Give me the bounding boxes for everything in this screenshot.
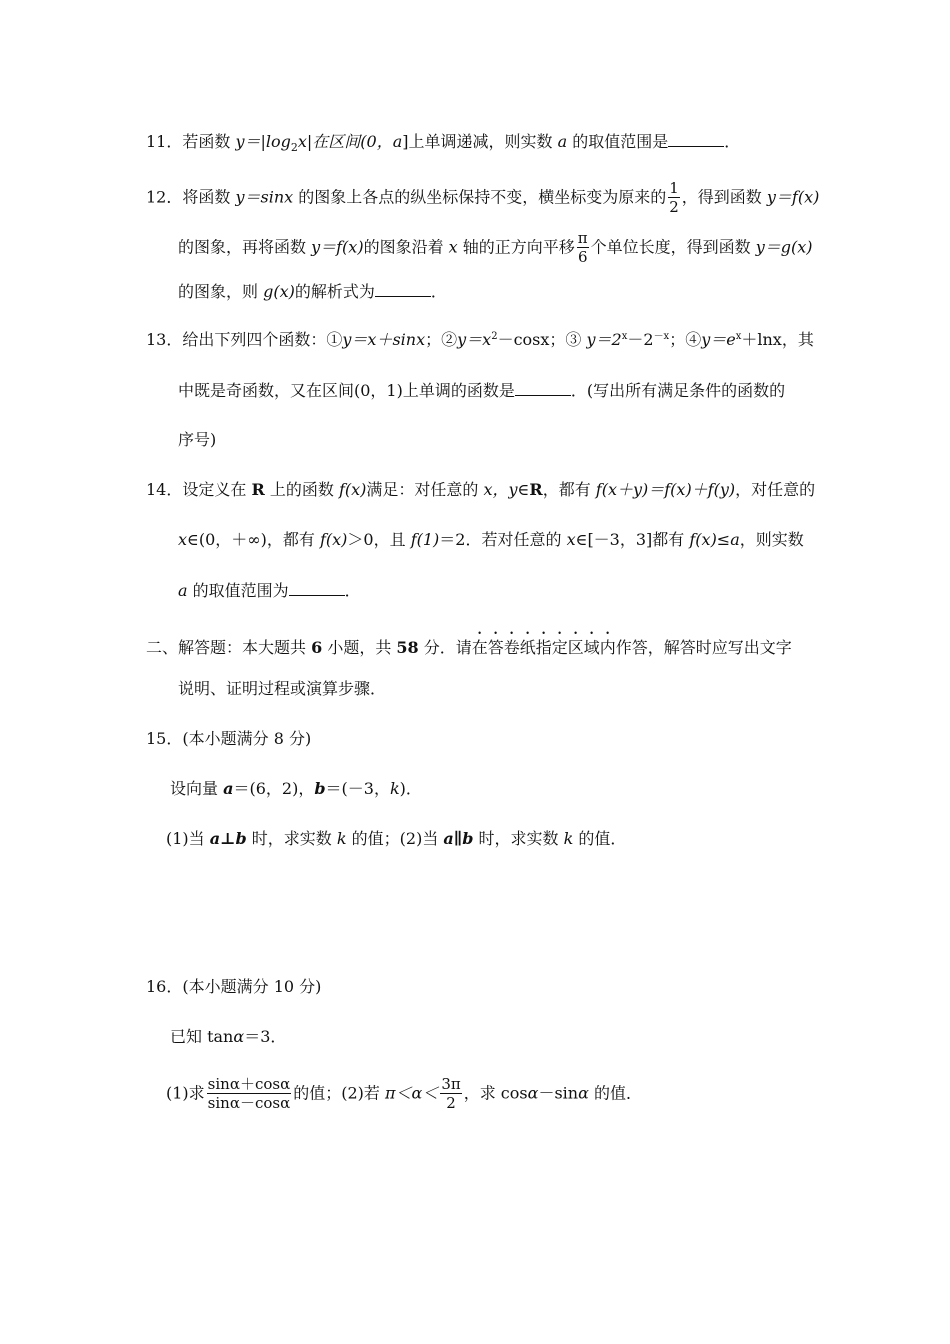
q14-text-11: 的取值范围为: [187, 581, 289, 600]
q14-text-4: ，都有: [542, 480, 596, 499]
fraction-3pi-over-2: [440, 1077, 461, 1111]
q13-text: 13．给出下列四个函数：①: [146, 330, 343, 349]
fraction-numerator: 1: [669, 179, 679, 197]
q13-text-4: 序号): [178, 430, 217, 449]
q13-func-4: y＝e: [701, 330, 736, 349]
question-12-line-2: [178, 231, 813, 265]
q14-text-7: ＞0，且: [347, 530, 411, 549]
q16-text-7: 的值．: [588, 1083, 642, 1103]
answer-blank-14[interactable]: [289, 580, 345, 596]
q11-text-3: 的取值范围是: [567, 132, 669, 151]
q15-perp: a⊥b: [209, 829, 247, 848]
question-13-line-3: [178, 430, 216, 450]
question-14-line-3: [178, 580, 361, 601]
section2-text-4: 作答，解答时应写出文字: [615, 638, 792, 657]
q14-in: ∈: [517, 480, 530, 499]
fraction-denominator: 2: [446, 1094, 456, 1112]
q11-text: 11．若函数: [146, 132, 236, 151]
answer-blank-13[interactable]: [515, 380, 571, 396]
q14-text-8: ＝2．若对任意的: [439, 530, 567, 549]
q12-func-f-2: y＝f(x): [311, 237, 364, 257]
q12-func-sin: y＝sinx: [235, 187, 294, 207]
q14-equation: f(x＋y)＝f(x)＋f(y): [595, 480, 736, 499]
q13-func-2-rest: －cosx；③: [497, 330, 587, 349]
section2-text-3: 分．请: [418, 638, 472, 657]
q14-text-10: ，则实数: [739, 530, 804, 549]
fraction-numerator: 3π: [441, 1075, 461, 1093]
q12-var-x: x: [448, 237, 458, 257]
q14-var-a: a: [178, 581, 188, 600]
q12-text-3: ，得到函数: [681, 187, 767, 207]
q14-func-f1: f(1): [410, 530, 440, 549]
question-12-line-1: [146, 181, 819, 215]
q12-text-2: 的图象上各点的纵坐标保持不变，横坐标变为原来的: [293, 187, 667, 207]
q12-text: 12．将函数: [146, 187, 236, 207]
q11-interval: x|在区间(0，: [297, 132, 393, 151]
q16-alpha: α: [233, 1027, 245, 1046]
section2-emphasis: 在答卷纸指定区域内: [471, 638, 616, 657]
q14-text-2: 上的函数: [264, 480, 339, 499]
fraction-denominator: sinα－cosα: [207, 1094, 291, 1112]
question-15-line-2: [166, 829, 626, 849]
q13-exp-x-2: x: [735, 331, 742, 342]
answer-blank-11[interactable]: [668, 131, 724, 147]
q16-text-4: 的值；(2)若: [293, 1083, 385, 1103]
q12-text-8: 的图象，则: [178, 282, 264, 301]
fraction-one-half: [668, 181, 680, 215]
fraction-trig-ratio: [207, 1077, 292, 1111]
q15-text-3: ＝(－3，: [325, 779, 390, 798]
q14-set-r: R: [251, 480, 265, 499]
q11-text-2: ]上单调递减，则实数: [402, 132, 558, 151]
question-15-line-1: [170, 779, 422, 799]
question-15-header: [146, 729, 311, 749]
q12-text-9: 的解析式为: [294, 282, 375, 301]
q14-end: ．: [344, 581, 361, 600]
q16-alpha-3: α: [578, 1083, 589, 1103]
q15-text-2: ＝(6，2)，: [233, 779, 315, 798]
q11-log-base: 2: [290, 141, 298, 154]
q12-func-g-2: g(x): [263, 282, 295, 301]
q15-vector-b: b: [314, 779, 326, 798]
section2-count: 6: [311, 638, 323, 657]
q16-alpha-2: α: [527, 1083, 539, 1103]
q15-vector-a: a: [223, 779, 234, 798]
section-2-heading-line-2: [178, 679, 386, 699]
q15-text-8: 时，求实数: [473, 829, 564, 848]
q13-sep-2: ；④: [669, 330, 702, 349]
answer-blank-12[interactable]: [375, 281, 431, 297]
q16-range: π＜α＜: [384, 1083, 439, 1103]
q14-text-3: 满足：对任意的: [366, 480, 484, 499]
q14-text-5: ，对任意的: [735, 480, 816, 499]
question-14-line-1: [146, 480, 815, 500]
q12-text-4: 的图象，再将函数: [178, 237, 312, 257]
question-16-line-2: [166, 1077, 642, 1111]
fraction-denominator: 2: [669, 198, 679, 216]
q14-var-x: x: [178, 530, 188, 549]
q14-text-9: ∈[－3，3]都有: [575, 530, 690, 549]
q13-func-2: y＝x: [457, 330, 492, 349]
question-16-line-1: [170, 1027, 286, 1047]
q14-inequality: f(x)≤a: [689, 530, 740, 549]
q14-func-f-2: f(x): [319, 530, 348, 549]
q16-text-2: ＝3．: [244, 1027, 287, 1046]
q11-var-a-2: a: [557, 132, 568, 151]
q15-parallel: a∥b: [443, 829, 474, 848]
section2-text: 二、解答题：本大题共: [146, 638, 312, 657]
q13-func-3: y＝2: [586, 330, 622, 349]
q16-text-5: ，求 cos: [463, 1083, 528, 1103]
q11-end: ．: [724, 132, 741, 151]
q14-set-r-2: R: [529, 480, 543, 499]
q16-text: 已知 tan: [170, 1027, 234, 1046]
fraction-numerator: π: [577, 229, 588, 247]
q13-exp-neg-x: －x: [653, 331, 670, 342]
q15-text-7: 的值；(2)当: [346, 829, 444, 848]
fraction-pi-over-6: [577, 231, 589, 265]
q13-text-3: ．(写出所有满足条件的函数的: [570, 381, 786, 400]
q16-text-3: (1)求: [166, 1083, 205, 1103]
q12-end: ．: [430, 282, 447, 301]
q13-func-3-rest: －2: [627, 330, 654, 349]
q12-func-f: y＝f(x): [766, 187, 820, 207]
q13-sep: ；②: [425, 330, 458, 349]
q12-func-g: y＝g(x): [755, 237, 813, 257]
q15-text: 设向量: [170, 779, 224, 798]
section2-text-5: 说明、证明过程或演算步骤．: [178, 679, 387, 698]
q14-text-6: ∈(0，＋∞)，都有: [187, 530, 320, 549]
question-14-line-2: [178, 530, 804, 550]
q15-text-6: 时，求实数: [246, 829, 337, 848]
q13-text-2: 中既是奇函数，又在区间(0，1)上单调的函数是: [178, 381, 515, 400]
q14-text: 14．设定义在: [146, 480, 252, 499]
section2-text-2: 小题，共: [322, 638, 397, 657]
q13-func-4-rest: ＋lnx，其: [741, 330, 814, 349]
q16-head: 16．(本小题满分 10 分): [146, 977, 322, 996]
q14-func-f: f(x): [338, 480, 367, 499]
q12-text-6: 轴的正方向平移: [457, 237, 575, 257]
section-2-heading: [146, 629, 792, 658]
q11-func: y＝|log: [235, 132, 291, 151]
q15-var-k: k: [389, 779, 400, 798]
q15-text-5: (1)当: [166, 829, 210, 848]
question-12-line-3: [178, 281, 447, 302]
question-16-header: [146, 977, 321, 997]
q15-var-k-2: k: [336, 829, 347, 848]
fraction-numerator: sinα＋cosα: [207, 1075, 291, 1093]
q15-text-4: )．: [399, 779, 422, 798]
question-11: [146, 131, 740, 152]
section2-points: 58: [396, 638, 419, 657]
q12-text-7: 个单位长度，得到函数: [590, 237, 756, 257]
q13-exp-x: x: [621, 331, 628, 342]
q13-exp-2: 2: [491, 331, 498, 342]
q14-var-x-2: x: [566, 530, 576, 549]
question-13-line-2: [178, 380, 785, 401]
q13-func-1: y＝x＋sinx: [342, 330, 426, 349]
q12-text-5: 的图象沿着: [363, 237, 449, 257]
q16-text-6: －sin: [538, 1083, 579, 1103]
fraction-denominator: 6: [577, 248, 588, 266]
q11-var-a: a: [392, 132, 403, 151]
question-13-line-1: [146, 330, 814, 350]
q14-vars: x，y: [483, 480, 518, 499]
q15-head: 15．(本小题满分 8 分): [146, 729, 312, 748]
q15-var-k-3: k: [563, 829, 574, 848]
q15-text-9: 的值．: [573, 829, 627, 848]
